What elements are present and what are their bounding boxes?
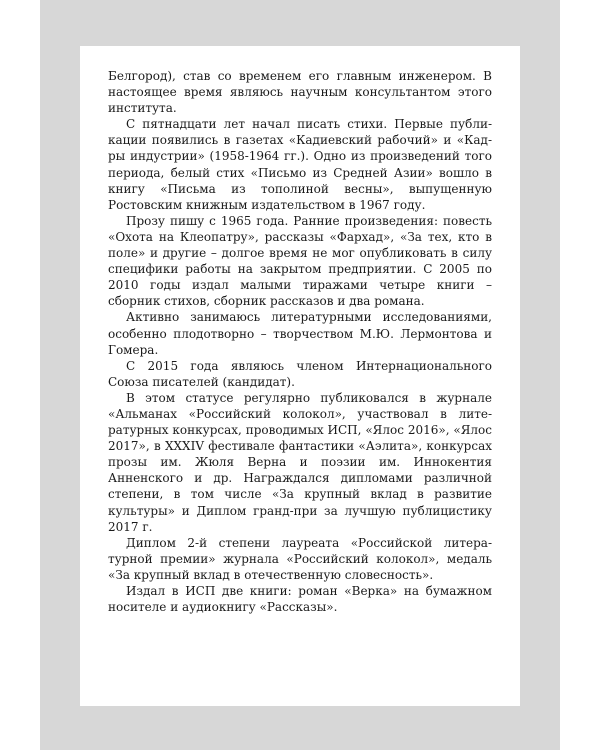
paragraph-4: Активно занимаюсь литературными исследованиями, особенно плодотворно – творчеством М.Ю. Лермонтова и Гомера. bbox=[108, 310, 492, 357]
paragraph-6: В этом статусе регулярно публиковался в журнале «Альманах «Российский колокол», участвовал в литературных конкурсах, проводимых ИСП, «Ялос 2016», «Ялос 2017», в XXXIV фестивале фантастики «Аэлита», конкурсах прозы им. Жюля Верна и поэзии им. Иннокентия Анненского и др. Награждался дипломами различной степени, в том числе «За крупный вклад в развитие культуры» и Диплом гранд-при за лучшую публицистику 2017 г. bbox=[108, 390, 492, 534]
paragraph-2: С пятнадцати лет начал писать стихи. Первые публикации появились в газетах «Кадиевский рабочий» и «Кадры индустрии» (1958-1964 гг.). Одно из произведений того периода, белый стих «Письмо из Средней Азии» вошло в книгу «Письма из тополиной весны», выпущенную Ростовским книжным издательством в 1967 году. bbox=[108, 117, 492, 212]
page-sheet bbox=[80, 46, 520, 706]
paragraph-5: С 2015 года являюсь членом Интернационального Союза писателей (кандидат). bbox=[108, 358, 492, 389]
body-text bbox=[108, 68, 492, 615]
paragraph-1: Белгород), став со временем его главным инженером. В настоящее время являюсь научным консультантом этого института. bbox=[108, 69, 492, 116]
paragraph-7: Диплом 2-й степени лауреата «Российской литературной премии» журнала «Российский колокол», медаль «За крупный вклад в отечественную словесность». bbox=[108, 535, 492, 582]
paragraph-8: Издал в ИСП две книги: роман «Верка» на бумажном носителе и аудиокнигу «Рассказы». bbox=[108, 584, 492, 615]
paragraph-3: Прозу пишу с 1965 года. Ранние произведения: повесть «Охота на Клеопатру», рассказы «Фархад», «За тех, кто в поле» и другие – долгое время не мог опубликовать в силу специфики работы на закрытом предприятии. С 2005 по 2010 годы издал малыми тиражами четыре книги – сборник стихов, сборник рассказов и два романа. bbox=[108, 213, 492, 309]
